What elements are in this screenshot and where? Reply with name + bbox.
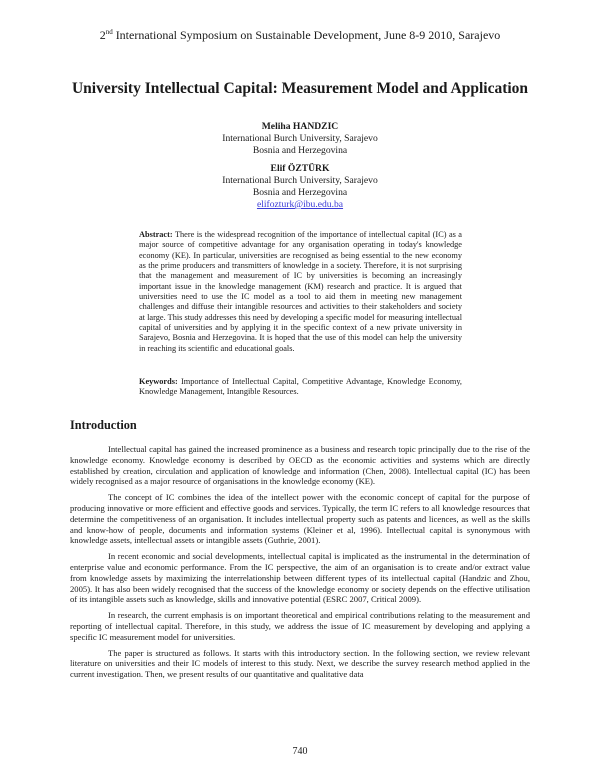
paragraph: In recent economic and social developments, intellectual capital is implicated as the instrumental in the determination of enterprise value and economic performance. From the IC perspective, the aim of an organisation is to create and/or extract value from knowledge assets by maximizing the interrelationship between different types of its intellectual capital (Handzic and Zhou, 2005). It has also been widely recognised that the success of the knowledge economy or society depends on the effective utilisation of its intangible assets such as knowledge, skills and innovative potential (ESRC 2007, Critical 2009). (70, 551, 530, 605)
author-country: Bosnia and Herzegovina (252, 145, 348, 156)
running-header (0, 28, 600, 43)
header-ordinal-number: 2 (99, 28, 106, 42)
keywords-label: Keywords: (139, 377, 178, 386)
author-affiliation: International Burch University, Sarajevo (222, 133, 378, 144)
page-number: 740 (292, 746, 308, 757)
author-name: Elif ÖZTÜRK (270, 163, 330, 174)
header-conference-name: International Symposium on Sustainable Development, June 8-9 2010, Sarajevo (115, 28, 501, 42)
author-affiliation: International Burch University, Sarajevo (222, 175, 378, 186)
section-heading: Introduction (70, 418, 137, 432)
author-name: Meliha HANDZIC (261, 121, 339, 132)
author-country: Bosnia and Herzegovina (252, 187, 348, 198)
header-ordinal-suffix: nd (105, 28, 113, 36)
abstract-label: Abstract: (139, 230, 173, 239)
keywords (139, 377, 462, 398)
author-block-1 (0, 121, 600, 157)
paragraph: In research, the current emphasis is on important theoretical and empirical contributions relating to the measurement and reporting of intellectual capital. Therefore, in this study, we address the issue of IC measurement by developing and applying a specific IC measurement model for universities. (70, 610, 530, 642)
paragraph: The concept of IC combines the idea of the intellect power with the economic concept of capital for the purpose of producing innovative or more efficient and effective goods and services. Typically, the term IC refers to all knowledge resources that determine the competitiveness of an organisation. It includes intellectual property such as patents and licences, as well as the skills and know-how of people, documents and information systems (Kleiner et al, 1996). Intellectual capital is synonymous with knowledge assets, intellectual assets or intangible assets (Guthrie, 2001). (70, 492, 530, 546)
paper-title: University Intellectual Capital: Measurement Model and Application (71, 80, 529, 97)
abstract (139, 230, 462, 354)
abstract-text: There is the widespread recognition of the importance of intellectual capital (IC) as a major source of competitive advantage for any organisation operating in today's knowledge economy (KE). In particular, universities are recognised as being essential to the new economy as the prime producers and transmitters of knowledge in a society. Therefore, it is not surprising that the management and measurement of IC by universities is becoming an increasingly important issue in the knowledge management (KM) research and practice. It is argued that universities need to use the IC model as a tool to aid them in meeting new management challenges and diffuse their intangible resources and activities to their stakeholders and society at large. This study addresses this need by developing a specific model for measuring intellectual capital of universities and by applying it in the specific context of a new private university in Sarajevo, Bosnia and Herzegovina. It is hoped that the use of this model can help the university in reaching its scientific and educational goals. (139, 230, 462, 353)
keywords-text: Importance of Intellectual Capital, Competitive Advantage, Knowledge Economy, Knowledge Management, Intangible Resources. (139, 377, 462, 397)
author-block-2 (0, 163, 600, 211)
paragraph: The paper is structured as follows. It starts with this introductory section. In the following section, we review relevant literature on universities and their IC models of interest to this study. Next, we describe the survey research method applied in the current investigation. Then, we present results of our quantitative and qualitative data (70, 647, 530, 680)
paragraph: Intellectual capital has gained the increased prominence as a business and research topic principally due to the rise of the knowledge economy. Knowledge economy is described by OECD as the economic activities and systems which are directly established by creation, circulation and application of knowledge and information (Chen, 2008). Intellectual capital (IC) has been widely recognised as a major resource of organisations in the knowledge economy (KE). (70, 444, 530, 487)
body-text (70, 444, 530, 685)
author-email-link[interactable]: elifozturk@ibu.edu.ba (256, 199, 344, 210)
